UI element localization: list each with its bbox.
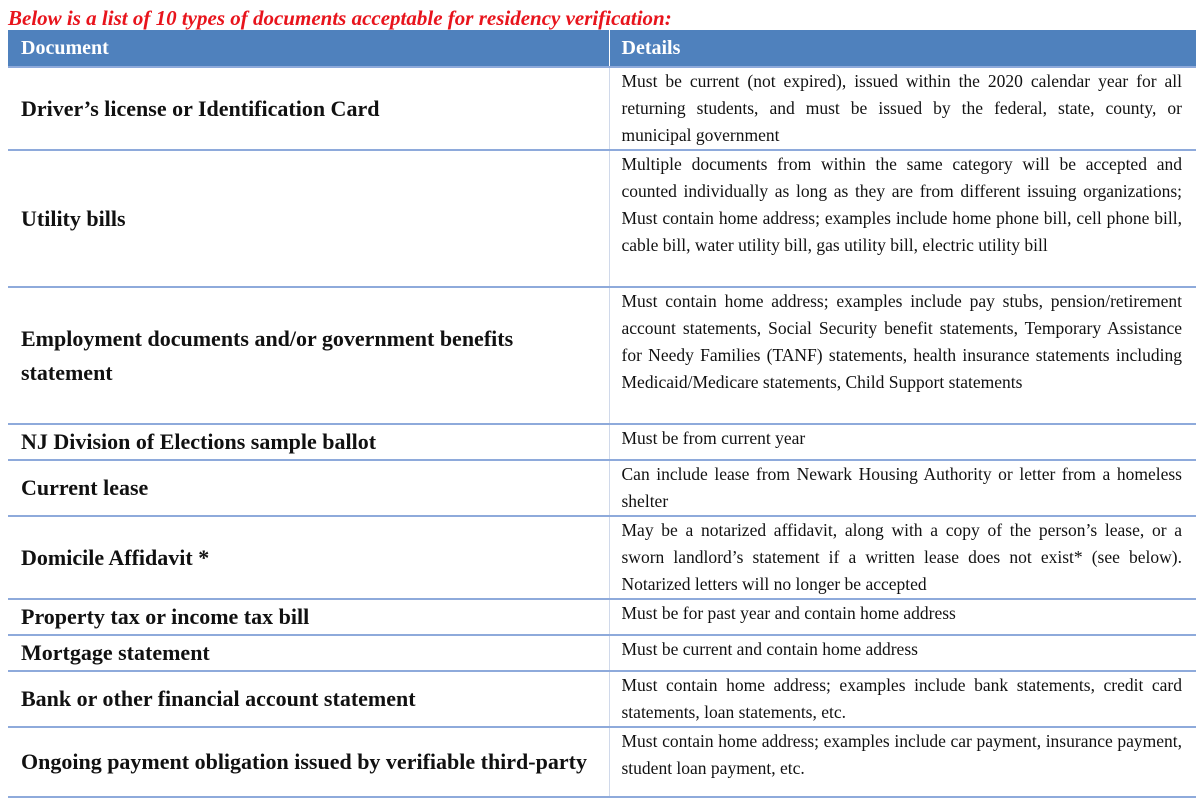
document-cell: Driver’s license or Identification Card (8, 67, 609, 150)
document-cell: Utility bills (8, 150, 609, 287)
document-cell: Mortgage statement (8, 635, 609, 671)
table-row (8, 727, 1196, 797)
table-row (8, 287, 1196, 424)
document-cell: NJ Division of Elections sample ballot (8, 424, 609, 460)
details-cell: Must be current (not expired), issued within the 2020 calendar year for all returning students, and must be issued by the federal, state, county, or municipal government (609, 67, 1196, 150)
document-cell: Employment documents and/or government benefits statement (8, 287, 609, 424)
documents-table (8, 30, 1196, 798)
document-cell: Domicile Affidavit * (8, 516, 609, 599)
table-row (8, 516, 1196, 599)
document-cell: Ongoing payment obligation issued by verifiable third-party (8, 727, 609, 797)
document-cell: Property tax or income tax bill (8, 599, 609, 635)
table-row (8, 671, 1196, 727)
table-row (8, 67, 1196, 150)
details-cell: Must be current and contain home address (609, 635, 1196, 671)
details-cell: Must be from current year (609, 424, 1196, 460)
details-cell: Must contain home address; examples include pay stubs, pension/retirement account statements, Social Security benefit statements, Temporary Assistance for Needy Families (TANF) statements, health insurance statements including Medicaid/Medicare statements, Child Support statements (609, 287, 1196, 424)
table-row (8, 635, 1196, 671)
table-row (8, 150, 1196, 287)
page-title: Below is a list of 10 types of documents acceptable for residency verification: (8, 6, 672, 30)
table-row (8, 424, 1196, 460)
details-cell: Can include lease from Newark Housing Authority or letter from a homeless shelter (609, 460, 1196, 516)
details-cell: Multiple documents from within the same category will be accepted and counted individually as long as they are from different issuing organizations; Must contain home address; examples include home phone bill, cell phone bill, cable bill, water utility bill, gas utility bill, electric utility bill (609, 150, 1196, 287)
details-cell: Must be for past year and contain home address (609, 599, 1196, 635)
document-cell: Bank or other financial account statement (8, 671, 609, 727)
details-cell: Must contain home address; examples include bank statements, credit card statements, loan statements, etc. (609, 671, 1196, 727)
details-cell: Must contain home address; examples include car payment, insurance payment, student loan payment, etc. (609, 727, 1196, 797)
details-cell: May be a notarized affidavit, along with a copy of the person’s lease, or a sworn landlord’s statement if a written lease does not exist* (see below). Notarized letters will no longer be accepted (609, 516, 1196, 599)
table-header-row (8, 30, 1196, 67)
table-row (8, 599, 1196, 635)
document-cell: Current lease (8, 460, 609, 516)
table-row (8, 460, 1196, 516)
column-header-details: Details (609, 30, 1196, 67)
column-header-document: Document (8, 30, 609, 67)
